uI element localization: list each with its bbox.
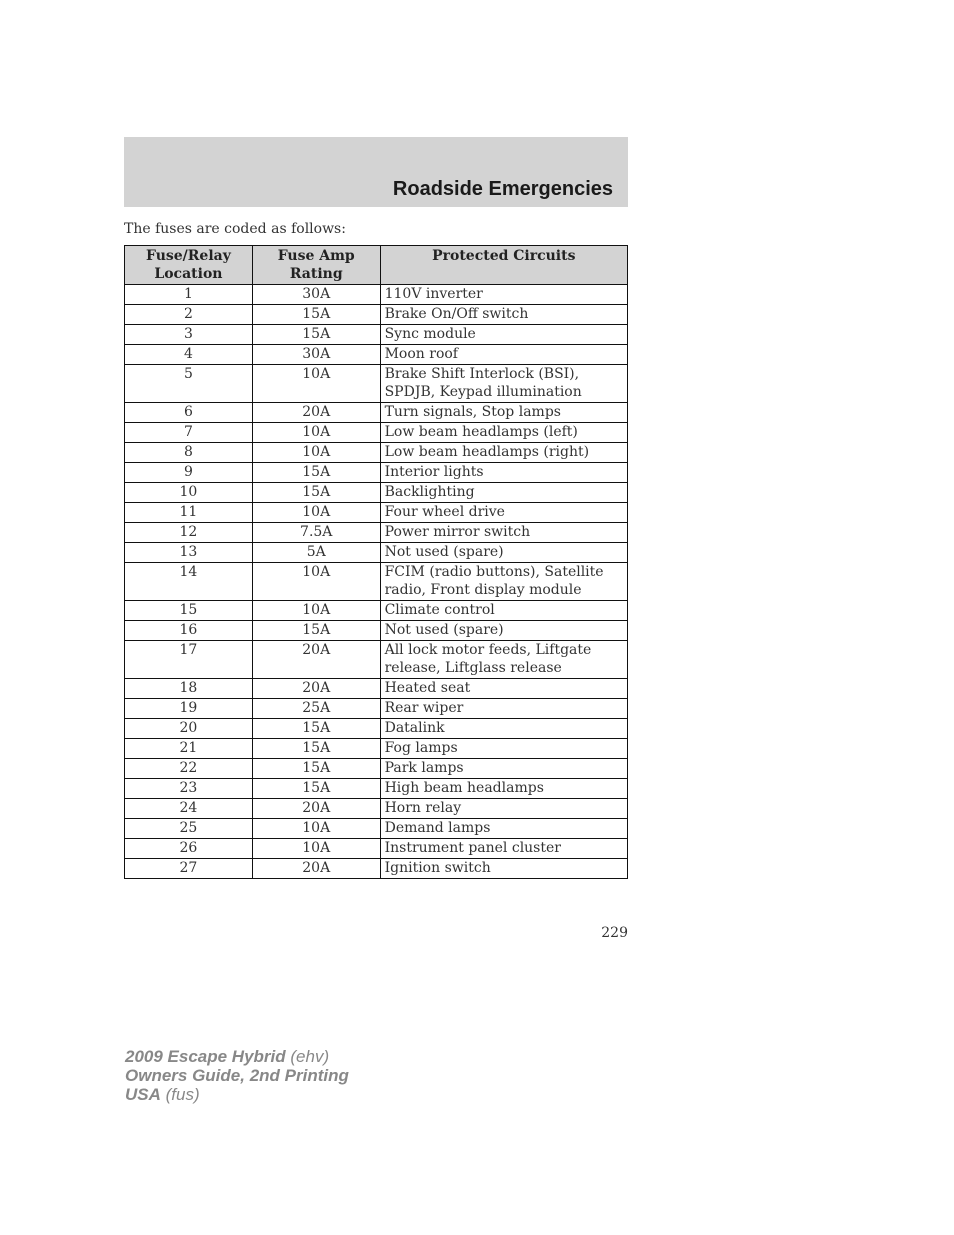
footer-edition: [125, 1047, 349, 1104]
table-row: [125, 483, 628, 503]
cell-amp-rating: 15A: [252, 621, 380, 641]
cell-location: 20: [125, 719, 253, 739]
cell-amp-rating: 10A: [252, 503, 380, 523]
table-row: [125, 543, 628, 563]
table-row: [125, 443, 628, 463]
cell-protected-circuits: Heated seat: [380, 679, 627, 699]
cell-amp-rating: 10A: [252, 563, 380, 601]
cell-protected-circuits: Park lamps: [380, 759, 627, 779]
cell-protected-circuits: Moon roof: [380, 345, 627, 365]
cell-location: 27: [125, 859, 253, 879]
cell-amp-rating: 10A: [252, 423, 380, 443]
cell-amp-rating: 20A: [252, 403, 380, 423]
table-row: [125, 463, 628, 483]
table-row: [125, 601, 628, 621]
cell-location: 26: [125, 839, 253, 859]
cell-amp-rating: 10A: [252, 819, 380, 839]
table-row: [125, 423, 628, 443]
cell-protected-circuits: Brake On/Off switch: [380, 305, 627, 325]
table-row: [125, 719, 628, 739]
page-number: 229: [601, 925, 628, 941]
table-row: [125, 859, 628, 879]
section-title: Roadside Emergencies: [392, 178, 613, 200]
cell-location: 22: [125, 759, 253, 779]
table-header-row: [125, 246, 628, 285]
table-row: [125, 403, 628, 423]
cell-location: 7: [125, 423, 253, 443]
table-row: [125, 839, 628, 859]
footer-line-3: [125, 1085, 349, 1104]
column-header-amp-rating: Fuse Amp Rating: [252, 246, 380, 285]
cell-protected-circuits: Low beam headlamps (left): [380, 423, 627, 443]
cell-amp-rating: 15A: [252, 759, 380, 779]
cell-amp-rating: 20A: [252, 859, 380, 879]
cell-protected-circuits: Brake Shift Interlock (BSI), SPDJB, Keypad illumination: [380, 365, 627, 403]
cell-amp-rating: 10A: [252, 365, 380, 403]
table-body: [125, 285, 628, 879]
cell-protected-circuits: Instrument panel cluster: [380, 839, 627, 859]
table-row: [125, 285, 628, 305]
cell-amp-rating: 7.5A: [252, 523, 380, 543]
table-row: [125, 345, 628, 365]
cell-amp-rating: 5A: [252, 543, 380, 563]
cell-amp-rating: 30A: [252, 285, 380, 305]
cell-location: 11: [125, 503, 253, 523]
table-row: [125, 779, 628, 799]
cell-location: 19: [125, 699, 253, 719]
cell-protected-circuits: Horn relay: [380, 799, 627, 819]
table-row: [125, 305, 628, 325]
cell-protected-circuits: Not used (spare): [380, 621, 627, 641]
table-row: [125, 325, 628, 345]
cell-protected-circuits: Fog lamps: [380, 739, 627, 759]
cell-location: 10: [125, 483, 253, 503]
table-row: [125, 621, 628, 641]
cell-protected-circuits: Rear wiper: [380, 699, 627, 719]
column-header-protected-circuits: Protected Circuits: [380, 246, 627, 285]
table-row: [125, 759, 628, 779]
footer-market: USA: [125, 1085, 161, 1104]
cell-protected-circuits: Power mirror switch: [380, 523, 627, 543]
cell-amp-rating: 20A: [252, 641, 380, 679]
cell-amp-rating: 30A: [252, 345, 380, 365]
table-row: [125, 679, 628, 699]
cell-protected-circuits: Low beam headlamps (right): [380, 443, 627, 463]
cell-location: 16: [125, 621, 253, 641]
footer-model: 2009 Escape Hybrid: [125, 1047, 286, 1066]
cell-protected-circuits: Datalink: [380, 719, 627, 739]
cell-amp-rating: 15A: [252, 483, 380, 503]
cell-amp-rating: 15A: [252, 739, 380, 759]
cell-protected-circuits: Interior lights: [380, 463, 627, 483]
cell-protected-circuits: Turn signals, Stop lamps: [380, 403, 627, 423]
table-row: [125, 523, 628, 543]
cell-amp-rating: 25A: [252, 699, 380, 719]
table-row: [125, 365, 628, 403]
cell-location: 17: [125, 641, 253, 679]
table-row: [125, 699, 628, 719]
cell-location: 12: [125, 523, 253, 543]
table-row: [125, 819, 628, 839]
cell-location: 14: [125, 563, 253, 601]
cell-location: 1: [125, 285, 253, 305]
intro-text: The fuses are coded as follows:: [124, 221, 346, 237]
cell-protected-circuits: Climate control: [380, 601, 627, 621]
cell-location: 15: [125, 601, 253, 621]
cell-amp-rating: 15A: [252, 719, 380, 739]
section-header: [124, 137, 628, 207]
cell-location: 6: [125, 403, 253, 423]
cell-location: 3: [125, 325, 253, 345]
cell-location: 21: [125, 739, 253, 759]
cell-amp-rating: 15A: [252, 305, 380, 325]
cell-amp-rating: 20A: [252, 799, 380, 819]
table-row: [125, 739, 628, 759]
cell-location: 2: [125, 305, 253, 325]
cell-protected-circuits: Not used (spare): [380, 543, 627, 563]
footer-model-code: (ehv): [290, 1047, 330, 1066]
cell-location: 8: [125, 443, 253, 463]
cell-location: 4: [125, 345, 253, 365]
table-row: [125, 641, 628, 679]
table-row: [125, 799, 628, 819]
cell-protected-circuits: Demand lamps: [380, 819, 627, 839]
cell-protected-circuits: FCIM (radio buttons), Satellite radio, Front display module: [380, 563, 627, 601]
table-row: [125, 503, 628, 523]
footer-market-code: (fus): [165, 1085, 200, 1104]
column-header-location: Fuse/Relay Location: [125, 246, 253, 285]
cell-location: 23: [125, 779, 253, 799]
cell-amp-rating: 10A: [252, 601, 380, 621]
table-row: [125, 563, 628, 601]
cell-protected-circuits: Ignition switch: [380, 859, 627, 879]
footer-line-1: [125, 1047, 349, 1066]
footer-printing: Owners Guide, 2nd Printing: [125, 1066, 349, 1085]
cell-protected-circuits: Backlighting: [380, 483, 627, 503]
cell-amp-rating: 15A: [252, 463, 380, 483]
cell-location: 5: [125, 365, 253, 403]
cell-protected-circuits: All lock motor feeds, Liftgate release, Liftglass release: [380, 641, 627, 679]
cell-amp-rating: 15A: [252, 325, 380, 345]
cell-amp-rating: 20A: [252, 679, 380, 699]
cell-amp-rating: 15A: [252, 779, 380, 799]
cell-location: 18: [125, 679, 253, 699]
cell-protected-circuits: Four wheel drive: [380, 503, 627, 523]
cell-location: 9: [125, 463, 253, 483]
cell-amp-rating: 10A: [252, 839, 380, 859]
cell-protected-circuits: 110V inverter: [380, 285, 627, 305]
cell-location: 24: [125, 799, 253, 819]
fuse-table: [124, 245, 628, 879]
cell-protected-circuits: Sync module: [380, 325, 627, 345]
footer-line-2: [125, 1066, 349, 1085]
cell-protected-circuits: High beam headlamps: [380, 779, 627, 799]
cell-location: 25: [125, 819, 253, 839]
cell-amp-rating: 10A: [252, 443, 380, 463]
cell-location: 13: [125, 543, 253, 563]
